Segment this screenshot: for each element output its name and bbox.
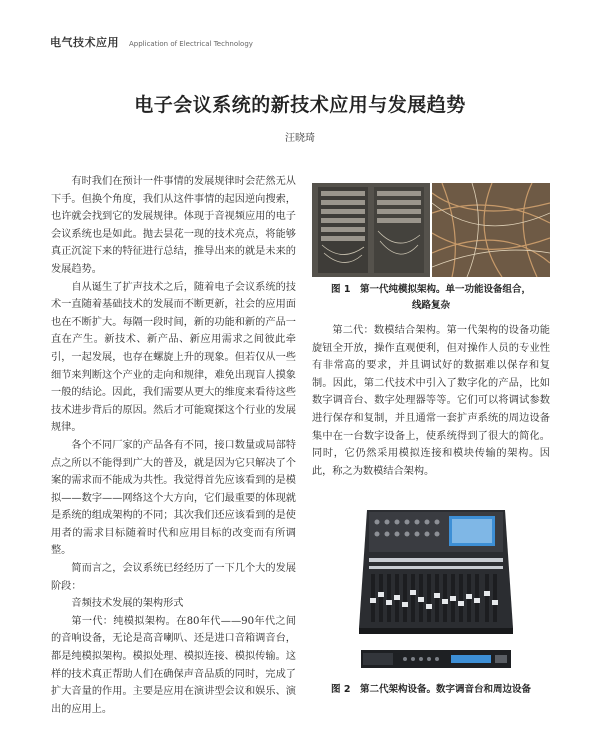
paragraph-gen1: 第一代：纯模拟架构。在80年代——90年代之间的音响设备，无论是高音喇叭、还是进口音箱调音台，都是纯模拟架构。模拟处理、模拟连接、模拟传输。这样的技术真正帮助人们在确保声音品质的同时，完成了扩大音量的作用。主要是应用在演讲型会议和娱乐、演出的应用上。 [51,615,296,715]
figure1-caption-line2: 线路复杂 [411,300,450,311]
right-column [312,322,550,480]
paragraph-intro: 有时我们在预计一件事情的发展规律时会茫然无从下手。但换个角度，我们从这件事情的起因逆向搜索，也许就会找到它的发展规律。体现于音视频应用的电子会议系统也是如此。抛去昙花一现的技术亮点，将能够真正沉淀下来的特征进行总结，推导出来的就是未来的发展趋势。 [51,176,296,275]
journal-brand: 电气技术应用 [50,36,119,49]
paragraph-history: 自从诞生了扩声技术之后，随着电子会议系统的技术一直随着基础技术的发展而不断更新，社会的应用面也在不断扩大。每隔一段时间，新的功能和新的产品一直在产生。新技术、新产品、新应用需求之间彼此牵引，一起发展，也存在螺旋上升的现象。但若仅从一些细节来判断这个产业的走向和规律，难免出现盲人摸象一般的结论。因此，我们需要从更大的维度来看待这些技术进步背后的原因。然后才可能窥探这个行业的发展规律。 [51,281,296,434]
journal-subtitle: Application of Electrical Technology [129,40,253,48]
figure2-caption: 图 2 第二代架构设备。数字调音台和周边设备 [331,684,531,695]
section-heading: 音频技术发展的架构形式 [71,598,184,610]
mixing-console-icon [355,500,517,676]
rack-image-icon [312,183,430,277]
figure2-photo [355,500,517,676]
patch-wires-image-icon [432,183,550,277]
article-author: 汪晓琦 [285,133,315,144]
figure1-photo-left [312,183,430,277]
journal-header [50,34,253,48]
article-title: 电子会议系统的新技术应用与发展趋势 [134,94,466,116]
figure1-photo-right [432,183,550,277]
figure1-caption-line1: 图 1 第一代纯模拟架构。单一功能设备组合， [331,284,531,295]
paragraph-vendors: 各个不同厂家的产品各有不同，接口数量或局部特点之所以不能得到广大的普及，就是因为它只解决了个案的需求而不能成为共性。我觉得首先应该看到的是模拟——数字——网络这个大方向，它们最重要的体现就是系统的组成架构的不同；其次我们还应该看到的是使用者的需求目标随着时代和应用目标的改变而有所调整。 [51,439,296,557]
left-column [51,173,296,718]
figure1-caption [310,282,552,314]
paragraph-gen2: 第二代：数模结合架构。第一代架构的设备功能旋钮全开放，操作直观便利，但对操作人员的专业性有非常高的要求，并且调试好的数据难以保存和复制。因此，第二代技术中引入了数字化的产品，比如数字调音台、数字处理器等等。它们可以将调试参数进行保存和复制，并且通常一套扩声系统的周边设备集中在一台数字设备上，使系统得到了很大的简化。同时，它仍然采用模拟连接和模块传输的架构。因此，称之为数模结合架构。 [312,325,550,477]
paragraph-summary: 简而言之，会议系统已经经历了一下几个大的发展阶段： [51,563,296,592]
